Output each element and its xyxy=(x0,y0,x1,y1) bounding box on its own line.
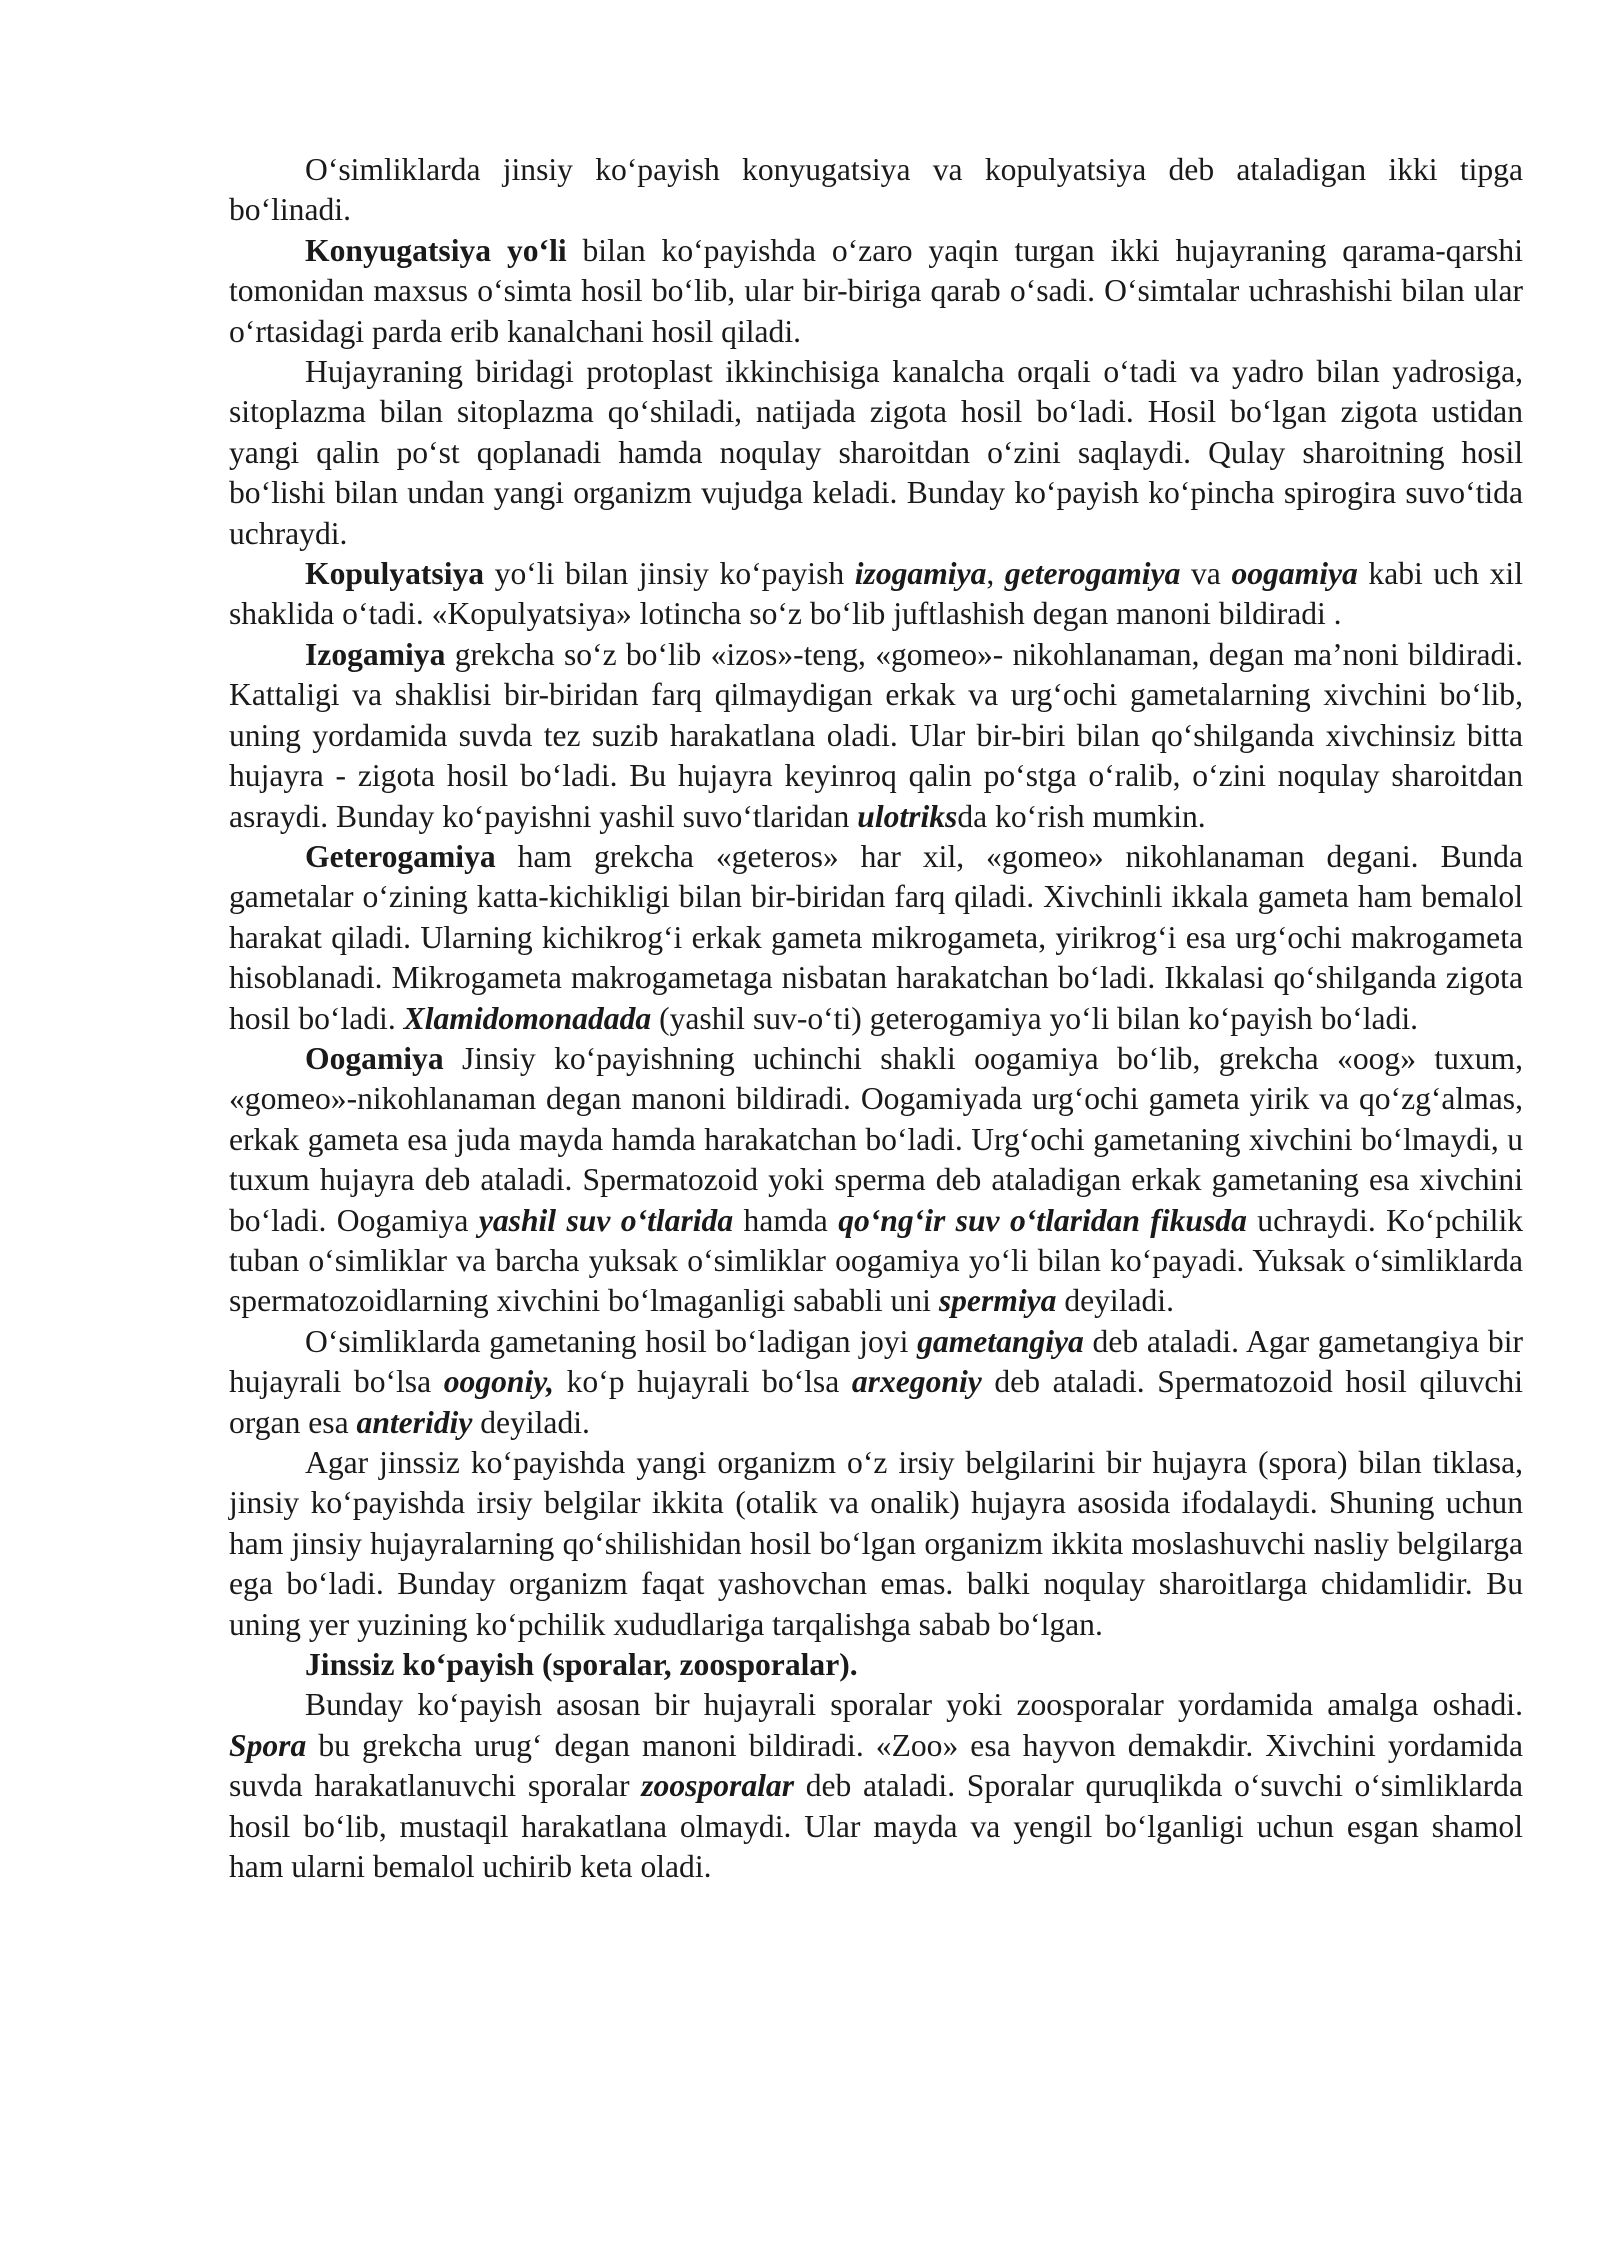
paragraph xyxy=(229,352,1523,554)
bold-term: Kopulyatsiya xyxy=(305,556,485,592)
bold-term: Geterogamiya xyxy=(305,838,496,874)
text-run: bu grekcha urug‘ degan manoni bildiradi. «Zoo» esa hayvon demakdir. Xivchini yordamida suvda harakatlanuvchi sporalar xyxy=(229,1727,1523,1804)
text-run: bilan ko‘payishda o‘zaro yaqin turgan ikki hujayraning qarama-qarshi tomonidan maxsus o‘simta hosil bo‘lib, ular bir-biriga qarab o‘sadi. O‘simtalar uchrashishi bilan ular o‘rtasidagi parda erib kanalchani hosil qiladi. xyxy=(229,232,1523,349)
bold-italic-term: gametangiya xyxy=(917,1323,1084,1359)
text-run: Bunday ko‘payish asosan bir hujayrali sporalar yoki zoosporalar yordamida amalga oshadi. xyxy=(305,1687,1523,1723)
bold-term: Jinssiz ko‘payish (sporalar, zoosporalar). xyxy=(305,1647,858,1683)
paragraph xyxy=(229,1039,1523,1322)
bold-italic-term: zoosporalar xyxy=(641,1768,795,1804)
text-run: kabi uch xil shaklida o‘tadi. «Kopulyatsiya» lotincha so‘z bo‘lib juftlashish degan manoni bildiradi . xyxy=(229,556,1523,632)
text-run: yo‘li bilan jinsiy ko‘payish xyxy=(484,556,855,592)
bold-italic-term: qo‘ng‘ir suv o‘tlaridan fikusda xyxy=(838,1202,1247,1238)
paragraph xyxy=(229,837,1523,1039)
paragraph xyxy=(229,1322,1523,1443)
text-run: deb ataladi. Sporalar quruqlikda o‘suvchi o‘simliklarda hosil bo‘lib, mustaqil harakatlana olmaydi. Ular mayda va yengil bo‘lganligi uchun esgan shamol ham ularni bemalol uchirib keta oladi. xyxy=(229,1768,1523,1885)
bold-italic-term: yashil suv o‘tlarida xyxy=(478,1202,734,1238)
paragraph xyxy=(229,635,1523,837)
paragraph xyxy=(229,1443,1523,1645)
text-run: deyiladi. xyxy=(1056,1283,1174,1319)
text-run: ham grekcha «geteros» har xil, «gomeo» nikohlanaman degani. Bunda gametalar o‘zining katta-kichikligi bilan bir-biridan farq qiladi. Xivchinli ikkala gameta ham bemalol harakat qiladi. Ularning kichikrog‘i erkak gameta mikrogameta, yirikrog‘i esa urg‘ochi makrogameta hisoblanadi. Mikrogameta makrogametaga nisbatan harakatchan bo‘ladi. Ikkalasi qo‘shilganda zigota hosil bo‘ladi. xyxy=(229,838,1523,1036)
text-run: deb ataladi. Agar gametangiya bir hujayrali bo‘lsa xyxy=(229,1323,1524,1400)
text-run: deyiladi. xyxy=(472,1404,590,1440)
bold-italic-term: spermiya xyxy=(938,1283,1057,1319)
bold-italic-term: oogamiya xyxy=(1231,556,1358,592)
text-run: Jinsiy ko‘payishning uchinchi shakli oogamiya bo‘lib, grekcha «oog» tuxum, «gomeo»-nikohlanaman degan manoni bildiradi. Oogamiyada urg‘ochi gameta yirik va qo‘zg‘almas, erkak gameta esa juda mayda hamda harakatchan bo‘ladi. Urg‘ochi gametaning xivchini bo‘lmaydi, u tuxum hujayra deb ataladi. Spermatozoid yoki sperma deb ataladigan erkak gametaning esa xivchini bo‘ladi. Oogamiya xyxy=(229,1040,1523,1238)
text-run: (yashil suv-o‘ti) geterogamiya yo‘li bilan ko‘payish bo‘ladi. xyxy=(651,1000,1419,1036)
text-run: da ko‘rish mumkin. xyxy=(957,798,1206,834)
paragraph xyxy=(229,554,1523,635)
bold-italic-term: ulotriks xyxy=(857,798,958,834)
bold-term: Konyugatsiya yo‘li xyxy=(305,232,567,268)
bold-italic-term: oogoniy, xyxy=(443,1364,555,1400)
text-run: deb ataladi. Spermatozoid hosil qiluvchi organ esa xyxy=(229,1364,1523,1440)
paragraph xyxy=(229,1645,1523,1685)
paragraph xyxy=(229,1685,1523,1887)
text-run: uchraydi. Ko‘pchilik tuban o‘simliklar va barcha yuksak o‘simliklar oogamiya yo‘li bilan ko‘payadi. Yuksak o‘simliklarda spermatozoidlarning xivchini bo‘lmaganligi sababli uni xyxy=(229,1202,1524,1319)
bold-italic-term: Xlamidomonadada xyxy=(403,1000,652,1036)
bold-italic-term: Spora xyxy=(229,1727,307,1763)
document-page xyxy=(229,150,1523,1887)
text-run: ko‘p hujayrali bo‘lsa xyxy=(554,1364,852,1400)
bold-italic-term: anteridiy xyxy=(356,1404,473,1440)
paragraph xyxy=(229,150,1523,231)
bold-italic-term: arxegoniy xyxy=(851,1364,982,1400)
bold-term: Oogamiya xyxy=(305,1040,444,1076)
text-run: O‘simliklarda gametaning hosil bo‘ladigan joyi xyxy=(305,1323,918,1359)
text-run: O‘simliklarda jinsiy ko‘payish konyugatsiya va kopulyatsiya deb ataladigan ikki tipga bo‘linadi. xyxy=(229,152,1523,228)
text-run: grekcha so‘z bo‘lib «izos»-teng, «gomeo»- nikohlanaman, degan ma’noni bildiradi. Kattaligi va shaklisi bir-biridan farq qilmaydigan erkak va urg‘ochi gametalarning xivchini bo‘lib, uning yordamida suvda tez suzib harakatlana oladi. Ular bir-biri bilan qo‘shilganda xivchinsiz bitta hujayra - zigota hosil bo‘ladi. Bu hujayra keyinroq qalin po‘stga o‘ralib, o‘zini noqulay sharoitdan asraydi. Bunday ko‘payishni yashil suvo‘tlaridan xyxy=(229,636,1523,834)
text-run: hamda xyxy=(733,1202,839,1238)
text-run: va xyxy=(1180,556,1232,592)
text-run: Agar jinssiz ko‘payishda yangi organizm o‘z irsiy belgilarini bir hujayra (spora) bilan tiklasa, jinsiy ko‘payishda irsiy belgilar ikkita (otalik va onalik) hujayra asosida ifodalaydi. Shuning uchun ham jinsiy hujayralarning qo‘shilishidan hosil bo‘lgan organizm ikkita moslashuvchi nasliy belgilarga ega bo‘ladi. Bunday organizm faqat yashovchan emas. balki noqulay sharoitlarga chidamlidir. Bu uning yer yuzining ko‘pchilik xududlariga tarqalishga sabab bo‘lgan. xyxy=(229,1445,1523,1642)
paragraph xyxy=(229,231,1523,352)
bold-italic-term: izogamiya xyxy=(854,556,987,592)
text-run: Hujayraning biridagi protoplast ikkinchisiga kanalcha orqali o‘tadi va yadro bilan yadrosiga, sitoplazma bilan sitoplazma qo‘shiladi, natijada zigota hosil bo‘ladi. Hosil bo‘lgan zigota ustidan yangi qalin po‘st qoplanadi hamda noqulay sharoitdan o‘zini saqlaydi. Qulay sharoitning hosil bo‘lishi bilan undan yangi organizm vujudga keladi. Bunday ko‘payish ko‘pincha spirogira suvo‘tida uchraydi. xyxy=(229,354,1523,551)
bold-italic-term: geterogamiya xyxy=(1004,556,1181,592)
bold-term: Izogamiya xyxy=(305,636,446,672)
text-run: , xyxy=(986,556,1005,592)
